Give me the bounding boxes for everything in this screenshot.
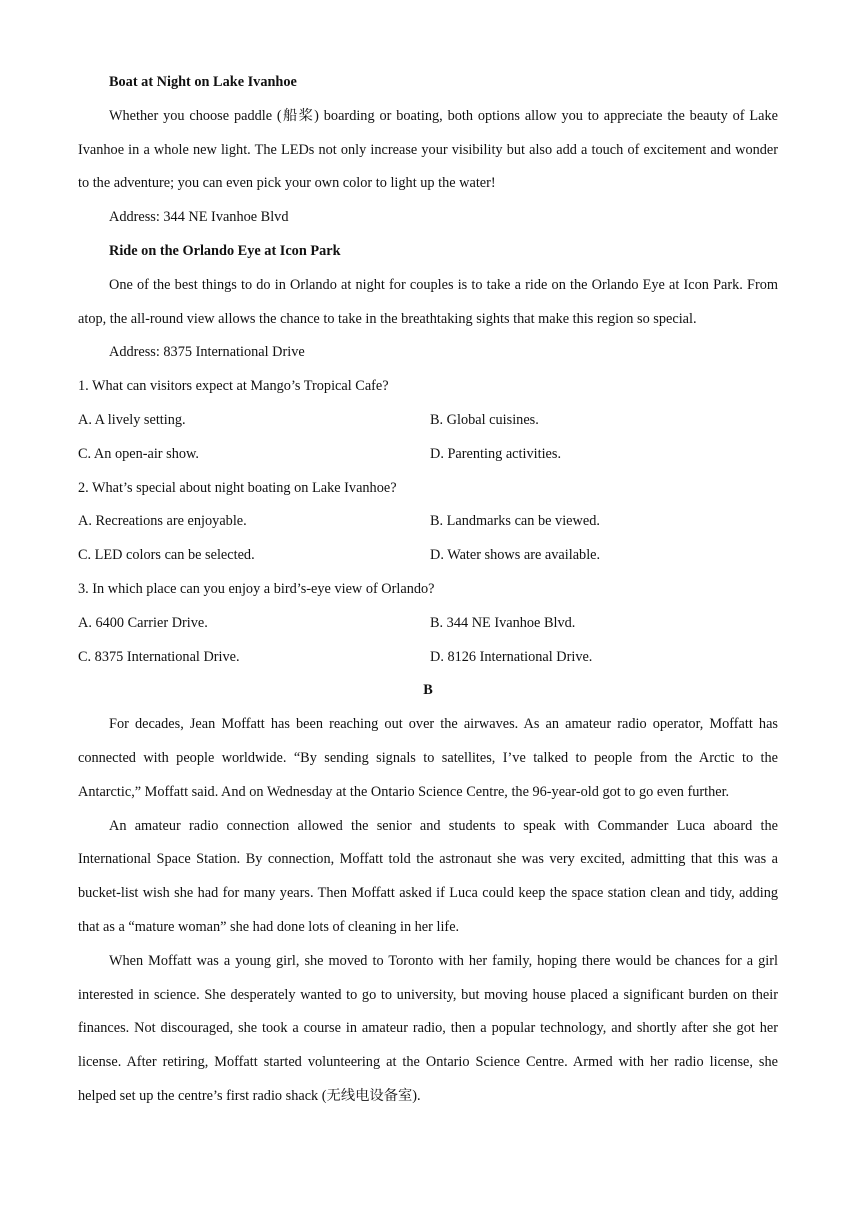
- section-body: One of the best things to do in Orlando at night for couples is to take a ride on the Orlando Eye at Icon Park. From atop, the all-round view allows the chance to take in the breathtaking sights that make this region so special.: [78, 276, 778, 327]
- part-label: B: [423, 682, 433, 699]
- option-c: C. An open-air show.: [78, 445, 199, 462]
- question-options: [78, 505, 778, 573]
- option-b: B. 344 NE Ivanhoe Blvd.: [430, 614, 576, 631]
- passage-paragraph: An amateur radio connection allowed the senior and students to speak with Commander Luca aboard the International Space Station. By connection, Moffatt told the astronaut she was very excited, admitting that this was a bucket-list wish she had for many years. Then Moffatt asked if Luca could keep the space station clean and tidy, adding that as a “mature woman” she had done lots of cleaning in her life.: [78, 817, 778, 935]
- question-stem: 2. What’s special about night boating on Lake Ivanhoe?: [78, 479, 397, 496]
- option-a: A. 6400 Carrier Drive.: [78, 614, 208, 631]
- passage-paragraph: For decades, Jean Moffatt has been reaching out over the airwaves. As an amateur radio operator, Moffatt has connected with people worldwide. “By sending signals to satellites, I’ve talked to people from the Arctic to the Antarctic,” Moffatt said. And on Wednesday at the Ontario Science Centre, the 96-year-old got to go even further.: [78, 716, 778, 800]
- question-options: [78, 607, 778, 675]
- option-d: D. 8126 International Drive.: [430, 648, 593, 665]
- section-body: Whether you choose paddle (船桨) boarding or boating, both options allow you to appreciate the beauty of Lake Ivanhoe in a whole new light. The LEDs not only increase your visibility but also add a touch of excitement and wonder to the adventure; you can even pick your own color to light up the water!: [78, 107, 778, 192]
- option-b: B. Landmarks can be viewed.: [430, 513, 600, 530]
- option-c: C. LED colors can be selected.: [78, 547, 255, 564]
- question-options: [78, 404, 778, 472]
- option-a: A. A lively setting.: [78, 411, 186, 428]
- section-heading: Boat at Night on Lake Ivanhoe: [109, 74, 297, 90]
- section-heading: Ride on the Orlando Eye at Icon Park: [109, 242, 341, 259]
- option-c: C. 8375 International Drive.: [78, 648, 240, 665]
- option-d: D. Parenting activities.: [430, 445, 562, 462]
- section-address: Address: 8375 International Drive: [109, 344, 305, 361]
- option-d: D. Water shows are available.: [430, 547, 601, 564]
- option-b: B. Global cuisines.: [430, 411, 539, 428]
- question-stem: 3. In which place can you enjoy a bird’s-eye view of Orlando?: [78, 580, 435, 597]
- question-stem: 1. What can visitors expect at Mango’s Tropical Cafe?: [78, 378, 389, 395]
- option-a: A. Recreations are enjoyable.: [78, 513, 247, 530]
- document-page: [78, 66, 778, 1114]
- passage-paragraph: When Moffatt was a young girl, she moved to Toronto with her family, hoping there would be chances for a girl interested in science. She desperately wanted to go to university, but moving house placed a significant burden on their finances. Not discouraged, she took a course in amateur radio, then a popular technology, and shortly after she got her license. After retiring, Moffatt started volunteering at the Ontario Science Centre. Armed with her radio license, she helped set up the centre’s first radio shack (无线电设备室).: [78, 952, 778, 1104]
- section-address: Address: 344 NE Ivanhoe Blvd: [109, 209, 289, 226]
